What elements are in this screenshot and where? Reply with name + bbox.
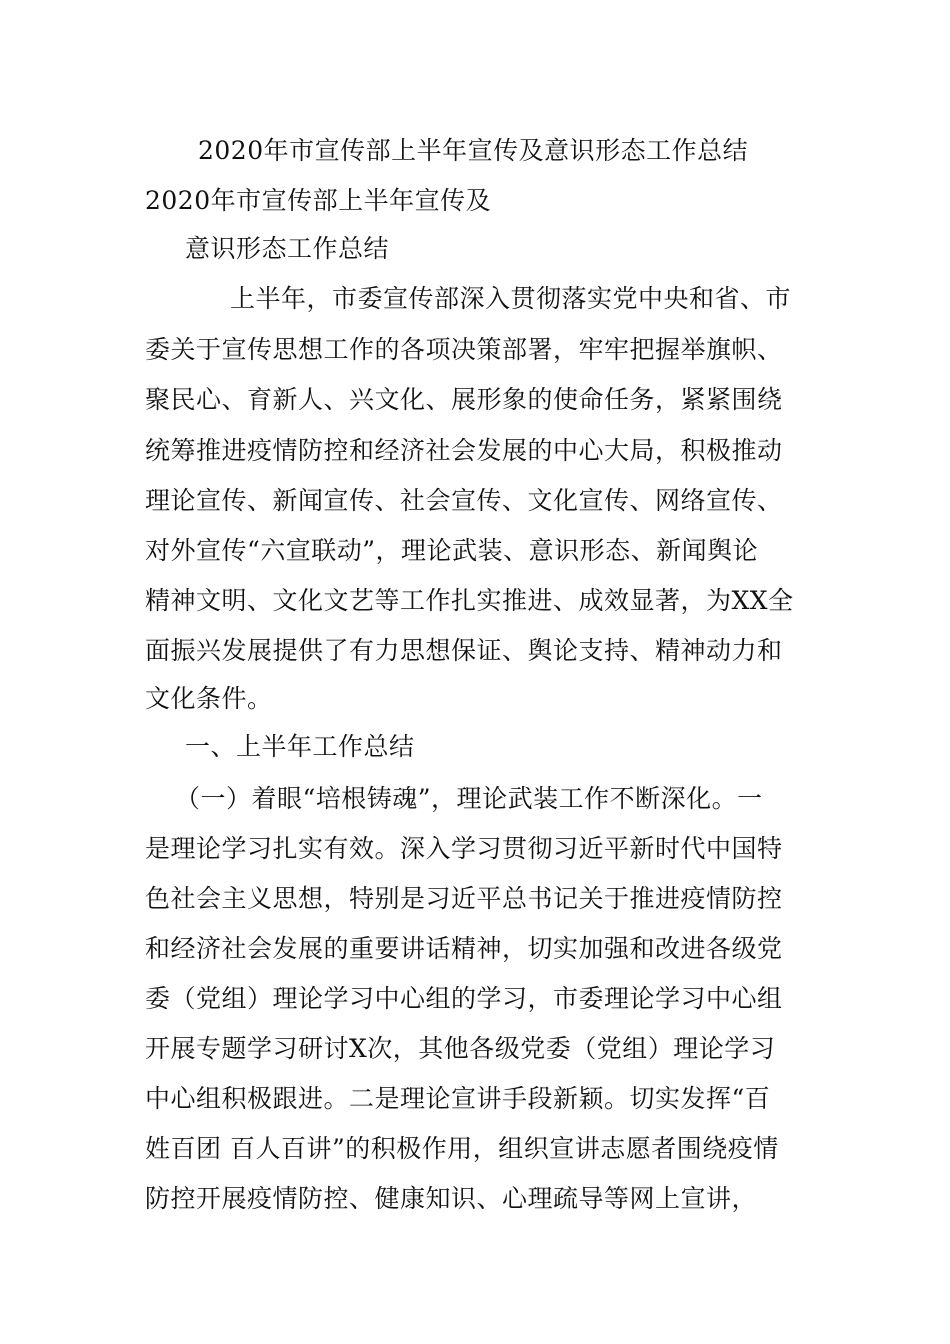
- body-text-line: 统筹推进疫情防控和经济社会发展的中心大局，积极推动: [145, 436, 783, 465]
- body-text-line: 开展专题学习研讨X次，其他各级党委（党组）理论学习: [145, 1034, 776, 1063]
- body-text-line: （一）着眼“培根铸魂”，理论武装工作不断深化。一: [175, 784, 763, 813]
- body-text-line: 面振兴发展提供了有力思想保证、舆论支持、精神动力和: [145, 636, 783, 665]
- body-text-line: 精神文明、文化文艺等工作扎实推进、成效显著，为XX全: [145, 586, 794, 615]
- document-subtitle-line-2: 意识形态工作总结: [185, 234, 390, 263]
- body-text-line: 上半年，市委宣传部深入贯彻落实党中央和省、市: [230, 284, 792, 313]
- document-subtitle-line-1: 2020年市宣传部上半年宣传及: [145, 186, 492, 215]
- body-text-line: 对外宣传“六宣联动”，理论武装、意识形态、新闻舆论: [145, 536, 759, 565]
- body-text-line: 委关于宣传思想工作的各项决策部署，牢牢把握举旗帜、: [145, 335, 783, 364]
- body-text-line: 色社会主义思想，特别是习近平总书记关于推进疫情防控: [145, 884, 783, 913]
- body-text-line: 文化条件。: [145, 684, 273, 713]
- body-text-line: 是理论学习扎实有效。深入学习贯彻习近平新时代中国特: [145, 834, 783, 863]
- section-heading: 一、上半年工作总结: [185, 732, 415, 761]
- body-text-line: 姓百团 百人百讲”的积极作用，组织宣讲志愿者围绕疫情: [145, 1134, 779, 1163]
- body-text-line: 委（党组）理论学习中心组的学习，市委理论学习中心组: [145, 984, 783, 1013]
- body-text-line: 和经济社会发展的重要讲话精神，切实加强和改进各级党: [145, 934, 783, 963]
- body-text-line: 中心组积极跟进。二是理论宣讲手段新颖。切实发挥“百: [145, 1084, 771, 1113]
- body-text-line: 防控开展疫情防控、健康知识、心理疏导等网上宣讲，: [145, 1184, 758, 1213]
- document-title: 2020年市宣传部上半年宣传及意识形态工作总结: [198, 136, 749, 165]
- body-text-line: 聚民心、育新人、兴文化、展形象的使命任务，紧紧围绕: [145, 385, 783, 414]
- body-text-line: 理论宣传、新闻宣传、社会宣传、文化宣传、网络宣传、: [145, 486, 783, 515]
